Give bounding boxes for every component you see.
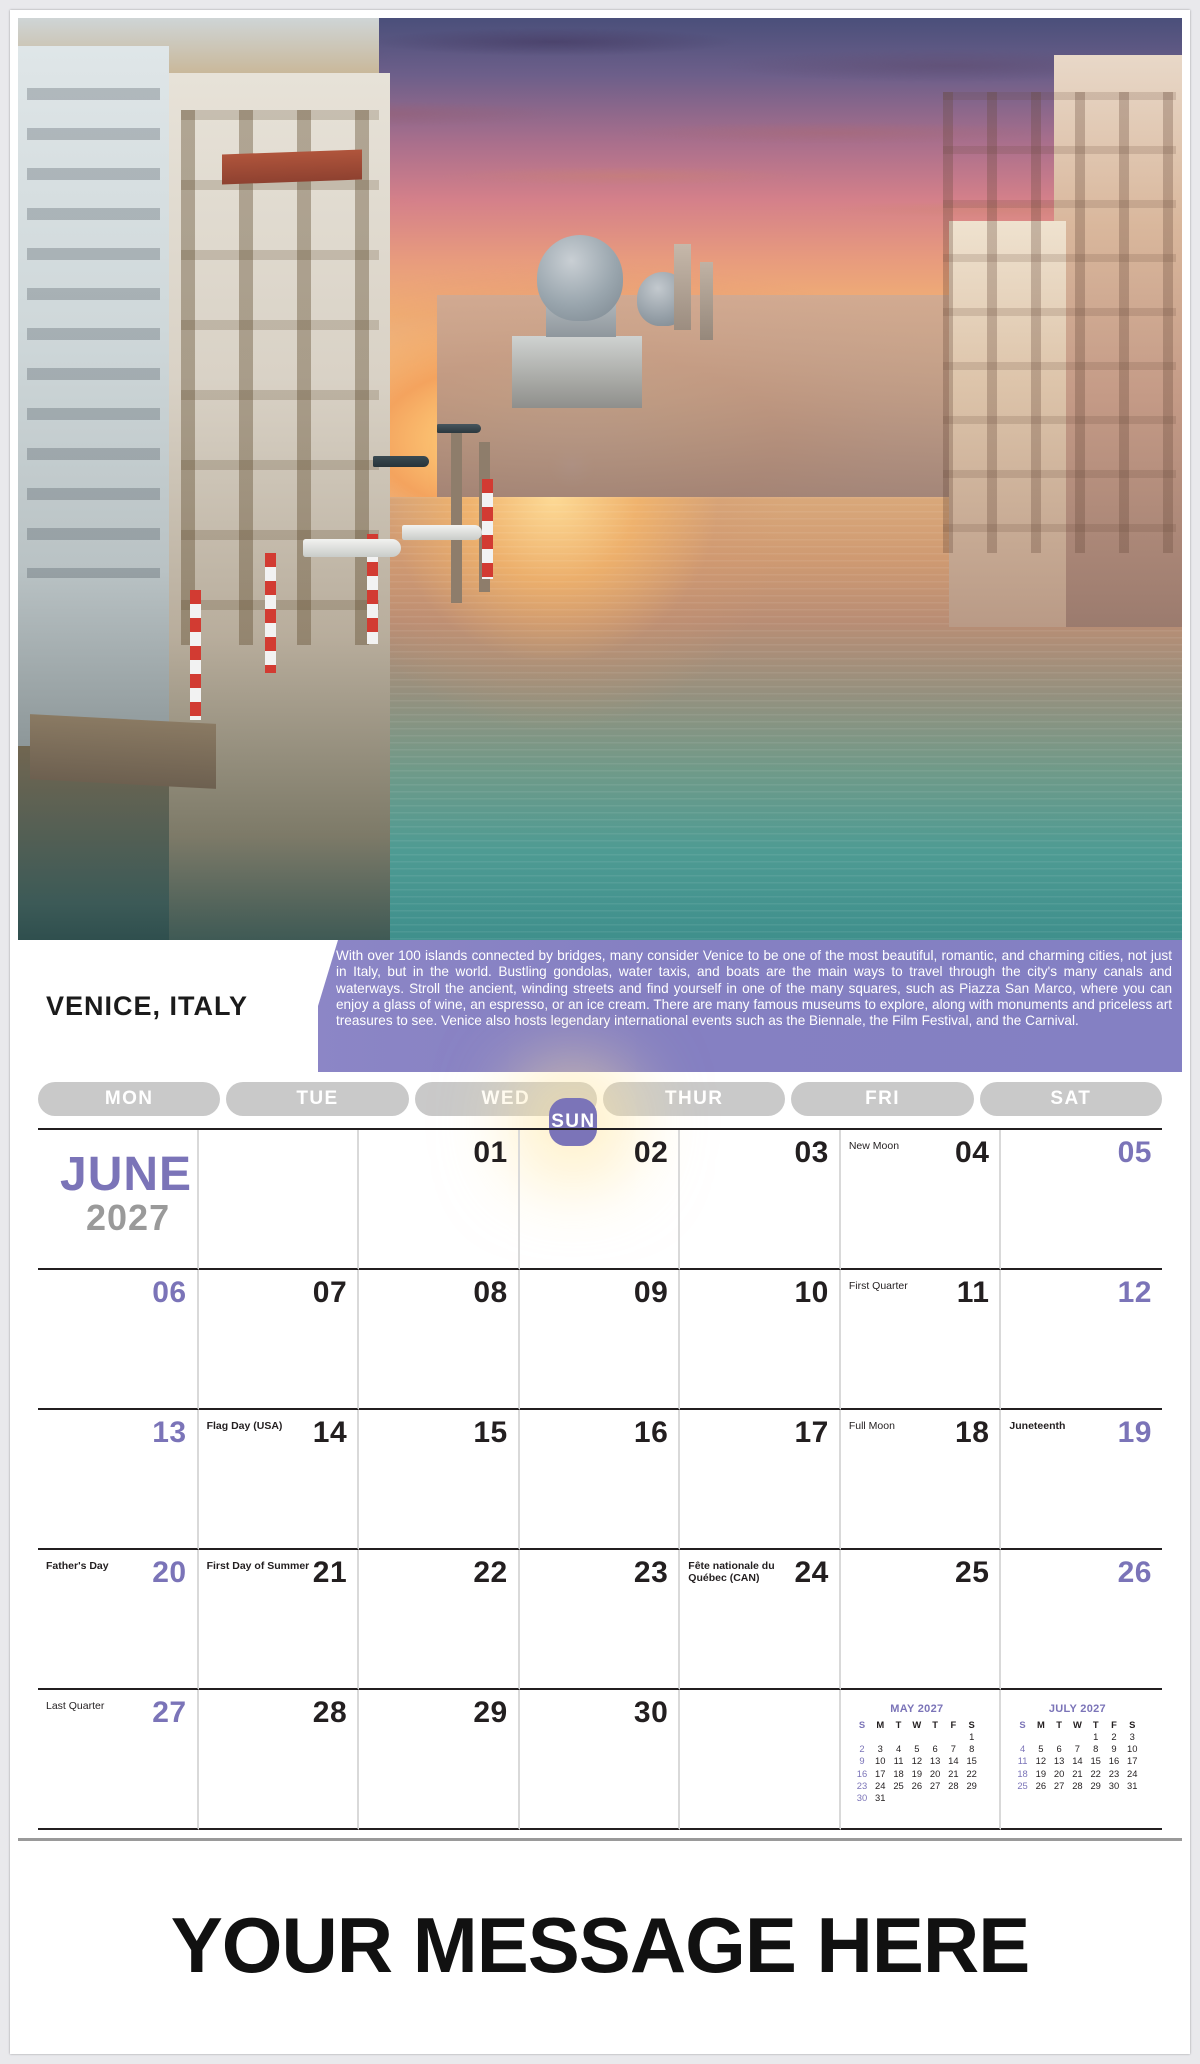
day-cell-10: [680, 1270, 841, 1410]
day-cell-11: [841, 1270, 1002, 1410]
mini-day: 28: [1072, 1779, 1083, 1791]
day-cell-17: [680, 1410, 841, 1550]
mini-day: 18: [893, 1767, 904, 1779]
mini-weekday: T: [932, 1718, 938, 1730]
mini-day: 30: [856, 1791, 868, 1803]
mini-week-row: [1013, 1767, 1141, 1779]
mini-day: 31: [1127, 1779, 1138, 1791]
mini-day: 27: [1053, 1779, 1065, 1791]
weekday-header: [38, 1082, 1162, 1132]
mini-day: 1: [1093, 1730, 1099, 1742]
mini-day: [1050, 1731, 1068, 1743]
mini-day: 9: [1111, 1743, 1117, 1755]
left-windows: [181, 110, 379, 645]
day-cell-05: [1001, 1130, 1162, 1270]
place-name-panel: [18, 940, 318, 1072]
day-event-label: Father's Day: [46, 1560, 109, 1572]
day-cell-18: [841, 1410, 1002, 1550]
mini-day: 22: [966, 1767, 977, 1779]
mini-day: 5: [1038, 1743, 1044, 1755]
day-cell-21: [199, 1550, 360, 1690]
day-cell-04: [841, 1130, 1002, 1270]
mini-weekday: M: [876, 1718, 885, 1730]
mini-week-row: [853, 1731, 981, 1743]
mini-day: 8: [969, 1743, 975, 1755]
mini-day: 8: [1093, 1743, 1099, 1755]
day-cell-09: [520, 1270, 681, 1410]
weekday-sat: SAT: [980, 1082, 1162, 1116]
day-event-label: Fête nationale du Québec (CAN): [688, 1560, 775, 1584]
mini-day: 21: [1072, 1767, 1083, 1779]
mini-day: [889, 1792, 907, 1804]
mini-day: 4: [895, 1743, 902, 1755]
mini-weekday: W: [1072, 1718, 1082, 1730]
mini-day: 24: [1127, 1767, 1138, 1779]
weekday-mon: MON: [38, 1082, 220, 1116]
mini-weekday: T: [1092, 1718, 1099, 1730]
day-number: 04: [955, 1136, 990, 1169]
day-number: 05: [1117, 1136, 1152, 1169]
right-windows: [943, 92, 1176, 553]
mini-week-row: [853, 1779, 981, 1791]
gondola-1: [373, 456, 429, 467]
mini-day: 26: [1035, 1779, 1047, 1791]
day-cell-03: [680, 1130, 841, 1270]
mini-day: 16: [1108, 1755, 1120, 1767]
day-number: 12: [1117, 1276, 1152, 1309]
mini-day: 20: [1053, 1767, 1065, 1779]
mini-weekday: M: [1036, 1718, 1045, 1730]
month-title: [60, 1148, 193, 1238]
campanile-tower: [674, 244, 691, 330]
day-cell-27: [38, 1690, 199, 1830]
mini-day: [1032, 1731, 1050, 1743]
mini-day: 20: [929, 1767, 941, 1779]
day-event-label: Juneteenth: [1009, 1420, 1066, 1432]
mooring-pole-striped-1: [190, 590, 201, 720]
mini-weekday: S: [1129, 1718, 1136, 1730]
moored-boat-2: [402, 525, 482, 540]
mini-day: [926, 1731, 944, 1743]
day-number: 13: [152, 1416, 187, 1449]
day-cell-14: [199, 1410, 360, 1550]
day-cell-15: [359, 1410, 520, 1550]
day-cell-30: [520, 1690, 681, 1830]
day-cell-13: [38, 1410, 199, 1550]
day-number: 02: [633, 1136, 669, 1169]
day-event-label: First Day of Summer: [206, 1560, 310, 1572]
mini-day: 29: [1090, 1779, 1101, 1791]
day-cell-01: [359, 1130, 520, 1270]
mini-day: 6: [1056, 1743, 1062, 1755]
venice-photo: [18, 18, 1182, 940]
day-number: 22: [473, 1556, 508, 1589]
mini-month-may: [853, 1704, 981, 1804]
day-number: 23: [633, 1556, 669, 1589]
mini-month-july: [1013, 1704, 1141, 1792]
mini-day: 3: [1129, 1730, 1135, 1742]
day-number: 28: [312, 1696, 348, 1729]
mini-day: [926, 1792, 944, 1804]
mini-week-row: [853, 1755, 981, 1767]
mini-day: 21: [948, 1767, 959, 1779]
day-event-label: First Quarter: [848, 1280, 908, 1292]
calendar-sheet: [10, 10, 1190, 2054]
mini-week-row: [1013, 1779, 1141, 1791]
mini-day: 27: [929, 1779, 941, 1791]
day-cell-25: [841, 1550, 1002, 1690]
day-number: 11: [956, 1276, 990, 1309]
mini-day: [944, 1792, 962, 1804]
mini-week-row: [1013, 1731, 1141, 1743]
day-number: 24: [794, 1556, 829, 1589]
mini-day: 13: [1053, 1755, 1065, 1767]
day-number: 27: [152, 1696, 187, 1729]
weekday-thur: THUR: [603, 1082, 785, 1116]
mini-day: 28: [948, 1779, 959, 1791]
day-cell-19: [1001, 1410, 1162, 1550]
moored-boat-1: [303, 539, 401, 557]
red-roof: [222, 149, 362, 183]
mini-day: 17: [1127, 1755, 1138, 1767]
mini-day: 15: [1090, 1755, 1101, 1767]
mini-day: [944, 1731, 962, 1743]
mini-day: 11: [893, 1755, 904, 1767]
mini-day: 2: [1111, 1730, 1117, 1742]
mini-month-title: MAY 2027: [890, 1703, 944, 1715]
calendar-grid: [38, 1128, 1162, 1830]
day-cell-24: [680, 1550, 841, 1690]
mini-day: 25: [893, 1779, 904, 1791]
day-number: 17: [794, 1416, 829, 1449]
mooring-pole-wood-1: [451, 433, 462, 603]
day-number: 01: [473, 1136, 508, 1169]
mini-week-row: [1013, 1755, 1141, 1767]
weekday-sun: SUN: [549, 1098, 597, 1146]
mini-weekday: T: [895, 1718, 902, 1730]
mini-month-table: [1013, 1718, 1141, 1791]
mini-weekday: S: [858, 1718, 866, 1730]
mooring-pole-striped-4: [482, 479, 493, 579]
day-cell-29: [359, 1690, 520, 1830]
day-number: 16: [633, 1416, 669, 1449]
wooden-dock: [30, 714, 216, 788]
mini-day: 10: [875, 1755, 886, 1767]
day-cell-empty: [199, 1130, 360, 1270]
mini-day: 5: [914, 1743, 920, 1755]
mini-day: 9: [859, 1755, 865, 1767]
mini-day: 12: [911, 1755, 923, 1767]
mini-day: 11: [1017, 1755, 1028, 1767]
mini-weekday: T: [1056, 1718, 1062, 1730]
mini-may: [841, 1690, 1002, 1830]
mini-july: [1001, 1690, 1162, 1830]
gondola-2: [437, 424, 481, 433]
month-name: JUNE: [60, 1148, 193, 1201]
day-cell-08: [359, 1270, 520, 1410]
caption-text: With over 100 islands connected by bridges, many consider Venice to be one of the most beautiful, romantic, and charming cities, not just in Italy, but in the world. Bustling gondolas, water taxis, and boats are the main ways to travel through the city's many canals and waterways. Stroll the ancient, winding streets and find yourself in one of the many squares, such as Piazza San Marco, where you can enjoy a glass of wine, an espresso, or an ice cream. There are many famous museums to explore, along with monuments and priceless art treasures to see. Venice also hosts legendary international events such as the Biennale, the Film Festival, and the Carnival.: [336, 948, 1172, 1029]
mini-day: 16: [856, 1767, 868, 1779]
mini-day: 12: [1035, 1755, 1047, 1767]
campanile-tower-2: [700, 262, 713, 340]
footer-message: YOUR MESSAGE HERE: [170, 1900, 1030, 1989]
mini-day: 18: [1017, 1767, 1028, 1779]
mini-weekday: S: [1019, 1718, 1026, 1730]
mini-month-table: [853, 1718, 981, 1803]
mini-day: [853, 1731, 871, 1743]
day-number: 08: [473, 1276, 508, 1309]
mini-week-row: [853, 1792, 981, 1804]
mini-week-row: [1013, 1743, 1141, 1755]
mini-day: 6: [932, 1743, 938, 1755]
mini-day: 10: [1127, 1743, 1138, 1755]
message-footer: [18, 1838, 1182, 2049]
day-number: 09: [633, 1276, 669, 1309]
day-event-label: Last Quarter: [46, 1700, 105, 1712]
weekday-wed: WED: [415, 1082, 597, 1116]
day-number: 30: [633, 1696, 669, 1729]
day-cell-07: [199, 1270, 360, 1410]
mini-day: 14: [948, 1755, 959, 1767]
day-number: 10: [794, 1276, 829, 1309]
mini-day: [908, 1792, 926, 1804]
mini-day: 1: [969, 1730, 975, 1742]
caption-bar: [18, 940, 1182, 1072]
mini-day: 2: [859, 1743, 865, 1755]
mini-day: 23: [1108, 1767, 1120, 1779]
day-cell-20: [38, 1550, 199, 1690]
mini-day: 19: [1035, 1767, 1047, 1779]
mini-day: [908, 1731, 926, 1743]
mini-day: 13: [929, 1755, 941, 1767]
mini-day: 17: [875, 1767, 886, 1779]
mini-day: 26: [911, 1779, 923, 1791]
day-cell-28: [199, 1690, 360, 1830]
day-cell-02: [520, 1130, 681, 1270]
day-number: 18: [955, 1416, 990, 1449]
mini-day: 4: [1019, 1743, 1026, 1755]
basilica-dome: [537, 235, 623, 321]
mini-day: 30: [1108, 1779, 1120, 1791]
mini-day: 25: [1017, 1779, 1028, 1791]
day-number: 25: [955, 1556, 990, 1589]
mini-day: 19: [911, 1767, 923, 1779]
mini-weekday: W: [912, 1718, 922, 1730]
mini-weekday: F: [950, 1718, 957, 1730]
place-name: VENICE, ITALY: [46, 990, 249, 1021]
day-cell-empty: [680, 1690, 841, 1830]
day-event-label: Flag Day (USA): [206, 1420, 283, 1432]
mini-day: 23: [856, 1779, 868, 1791]
day-number: 06: [152, 1276, 187, 1309]
mini-day: [871, 1731, 889, 1743]
mini-day: 22: [1090, 1767, 1101, 1779]
mini-weekday: F: [1111, 1718, 1117, 1730]
mini-day: 7: [950, 1743, 956, 1755]
day-number: 14: [312, 1416, 348, 1449]
mini-day: [1068, 1731, 1086, 1743]
day-cell-26: [1001, 1550, 1162, 1690]
day-cell-23: [520, 1550, 681, 1690]
weekday-tue: TUE: [226, 1082, 408, 1116]
mini-day: 29: [966, 1779, 977, 1791]
mini-day: 7: [1074, 1743, 1081, 1755]
mini-weekday: S: [968, 1718, 975, 1730]
day-number: 15: [473, 1416, 508, 1449]
day-cell-22: [359, 1550, 520, 1690]
mini-day: [1013, 1731, 1031, 1743]
month-title: [38, 1130, 199, 1270]
day-cell-12: [1001, 1270, 1162, 1410]
day-event-label: Full Moon: [848, 1420, 895, 1432]
mini-day: 14: [1072, 1755, 1083, 1767]
day-number: 20: [152, 1556, 187, 1589]
mini-day: 15: [966, 1755, 977, 1767]
mini-day: [889, 1731, 907, 1743]
day-cell-06: [38, 1270, 199, 1410]
mini-month-title: JULY 2027: [1048, 1703, 1106, 1715]
basilica-base: [512, 336, 642, 408]
mini-day: [963, 1792, 981, 1804]
mooring-pole-striped-2: [265, 553, 276, 673]
day-number: 29: [473, 1696, 508, 1729]
day-number: 07: [312, 1276, 348, 1309]
day-number: 26: [1117, 1556, 1152, 1589]
day-number: 03: [794, 1136, 829, 1169]
day-event-label: New Moon: [848, 1140, 900, 1152]
day-cell-16: [520, 1410, 681, 1550]
mini-day: 24: [875, 1779, 886, 1791]
mini-week-row: [853, 1743, 981, 1755]
weekday-fri: FRI: [791, 1082, 973, 1116]
year-label: 2027: [86, 1197, 171, 1238]
mini-day: 31: [875, 1791, 886, 1803]
gothic-facade: [18, 46, 169, 747]
day-number: 19: [1117, 1416, 1152, 1449]
mini-week-row: [853, 1767, 981, 1779]
mini-day: 3: [877, 1743, 883, 1755]
day-number: 21: [312, 1556, 348, 1589]
